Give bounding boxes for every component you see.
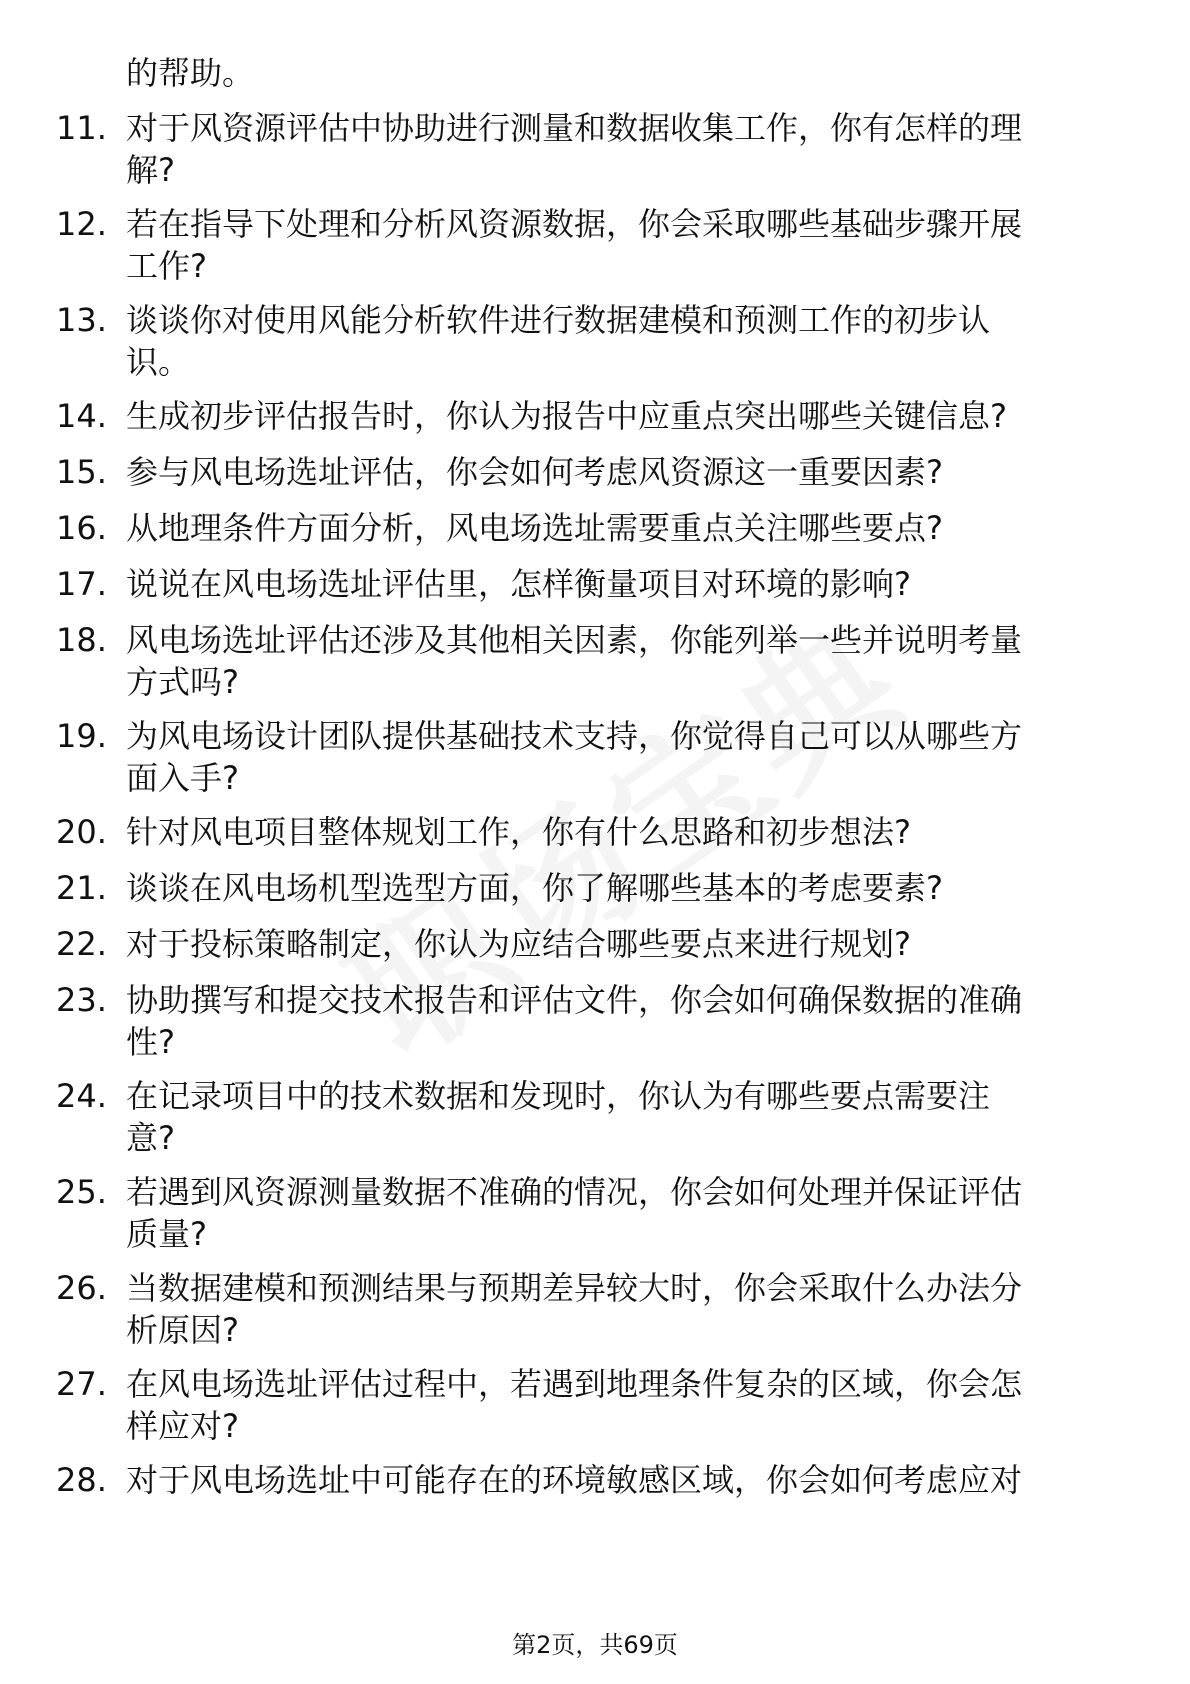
- question-text-line: 对于风电场选址中可能存在的环境敏感区域，你会如何考虑应对: [126, 1461, 1023, 1499]
- question-text-line: 工作?: [126, 247, 207, 285]
- question-text-line: 性?: [126, 1023, 175, 1061]
- page-footer: 第2页，共69页: [512, 1631, 678, 1659]
- question-text: [126, 1171, 1116, 1255]
- question-number: 16.: [56, 509, 107, 547]
- question-text: [126, 1075, 1116, 1159]
- question-text: [126, 811, 1116, 853]
- question-text: [126, 715, 1116, 799]
- question-text-line: 析原因?: [126, 1311, 239, 1349]
- question-text-line: 从地理条件方面分析，风电场选址需要重点关注哪些要点?: [126, 509, 943, 547]
- question-number: 18.: [56, 621, 107, 659]
- question-text: [126, 979, 1116, 1063]
- question-text: [126, 507, 1116, 549]
- question-number: 22.: [56, 925, 107, 963]
- question-number: 28.: [56, 1461, 107, 1499]
- question-text-line: 针对风电项目整体规划工作，你有什么思路和初步想法?: [126, 813, 911, 851]
- question-text-line: 在风电场选址评估过程中，若遇到地理条件复杂的区域，你会怎: [126, 1365, 1023, 1403]
- question-text: [126, 867, 1116, 909]
- question-number: 26.: [56, 1269, 107, 1307]
- question-text-line: 解?: [126, 151, 175, 189]
- question-text-line: 在记录项目中的技术数据和发现时，你认为有哪些要点需要注: [126, 1077, 991, 1115]
- question-text-line: 谈谈你对使用风能分析软件进行数据建模和预测工作的初步认: [126, 301, 991, 339]
- question-text-line: 生成初步评估报告时，你认为报告中应重点突出哪些关键信息?: [126, 397, 1007, 435]
- question-number: 13.: [56, 301, 107, 339]
- question-text-line: 若在指导下处理和分析风资源数据，你会采取哪些基础步骤开展: [126, 205, 1023, 243]
- question-text-line: 风电场选址评估还涉及其他相关因素，你能列举一些并说明考量: [126, 621, 1023, 659]
- question-text-line: 参与风电场选址评估，你会如何考虑风资源这一重要因素?: [126, 453, 943, 491]
- question-text-line: 面入手?: [126, 759, 239, 797]
- question-text-line: 协助撰写和提交技术报告和评估文件，你会如何确保数据的准确: [126, 981, 1023, 1019]
- question-number: 14.: [56, 397, 107, 435]
- question-text: [126, 203, 1116, 287]
- question-number: 11.: [56, 109, 107, 147]
- question-text-line: 若遇到风资源测量数据不准确的情况，你会如何处理并保证评估: [126, 1173, 1023, 1211]
- question-text: [126, 1363, 1116, 1447]
- question-text: [126, 451, 1116, 493]
- question-number: 23.: [56, 981, 107, 1019]
- question-text-line: 当数据建模和预测结果与预期差异较大时，你会采取什么办法分: [126, 1269, 1023, 1307]
- question-text: [126, 1267, 1116, 1351]
- question-text-line: 样应对?: [126, 1407, 239, 1445]
- question-text-line: 说说在风电场选址评估里，怎样衡量项目对环境的影响?: [126, 565, 911, 603]
- question-text-line: 谈谈在风电场机型选型方面，你了解哪些基本的考虑要素?: [126, 869, 943, 907]
- question-text: [126, 1459, 1116, 1501]
- question-number: 27.: [56, 1365, 107, 1403]
- question-number: 17.: [56, 565, 107, 603]
- question-number: 12.: [56, 205, 107, 243]
- question-text-line: 识。: [126, 343, 191, 381]
- question-number: 15.: [56, 453, 107, 491]
- question-number: 21.: [56, 869, 107, 907]
- question-number: 24.: [56, 1077, 107, 1115]
- question-number: 20.: [56, 813, 107, 851]
- question-text: [126, 563, 1116, 605]
- continuation-text: 的帮助。: [126, 54, 255, 92]
- question-text: [126, 107, 1116, 191]
- question-text: [126, 923, 1116, 965]
- question-number: 25.: [56, 1173, 107, 1211]
- question-number: 19.: [56, 717, 107, 755]
- question-text: [126, 619, 1116, 703]
- question-text-line: 质量?: [126, 1215, 207, 1253]
- question-text: [126, 395, 1116, 437]
- question-text-line: 对于投标策略制定，你认为应结合哪些要点来进行规划?: [126, 925, 911, 963]
- question-text: [126, 299, 1116, 383]
- question-text-line: 为风电场设计团队提供基础技术支持，你觉得自己可以从哪些方: [126, 717, 1023, 755]
- question-text-line: 对于风资源评估中协助进行测量和数据收集工作，你有怎样的理: [126, 109, 1023, 147]
- question-text-line: 意?: [126, 1119, 175, 1157]
- question-text-line: 方式吗?: [126, 663, 239, 701]
